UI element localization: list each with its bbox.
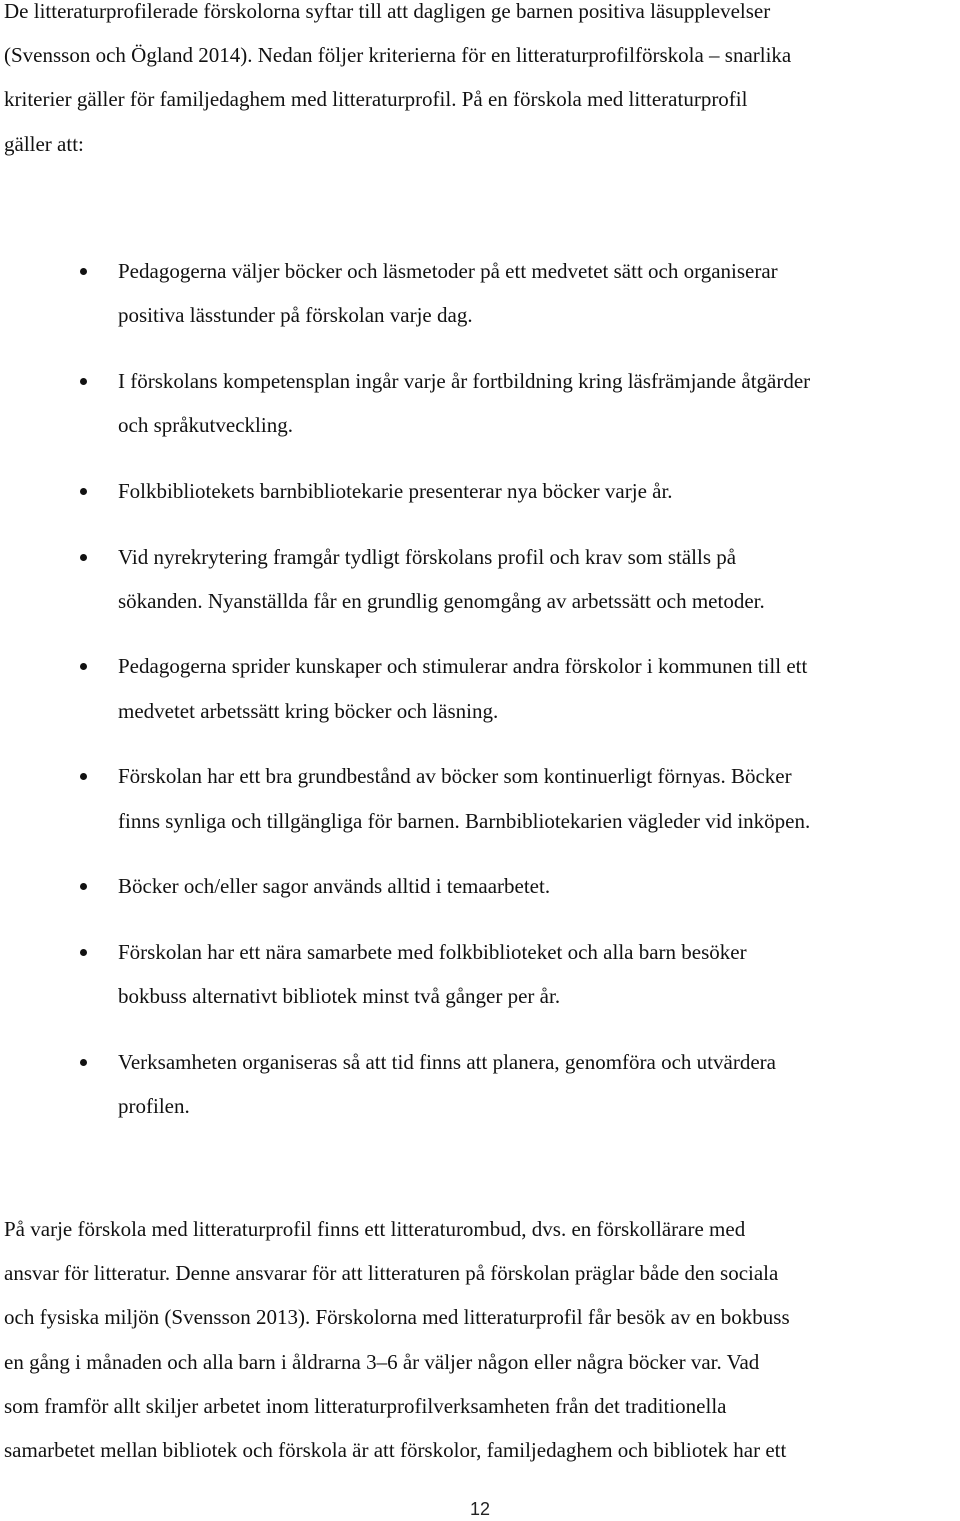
- list-item: [0, 754, 960, 842]
- paragraph-line: (Svensson och Ögland 2014). Nedan följer kriterierna för en litteraturprofilförskola – snarlika: [4, 43, 792, 68]
- paragraph-line: kriterier gäller för familjedaghem med litteraturprofil. På en förskola med litteraturprofil: [4, 87, 748, 112]
- list-item-line: Folkbibliotekets barnbibliotekarie presenterar nya böcker varje år.: [118, 478, 673, 503]
- criteria-list: [0, 249, 960, 1150]
- list-item-line: medvetet arbetssätt kring böcker och läsning.: [118, 698, 499, 723]
- list-item: [0, 469, 960, 513]
- list-item-line: bokbuss alternativt bibliotek minst två gånger per år.: [118, 984, 561, 1009]
- paragraph-line: ansvar för litteratur. Denne ansvarar för att litteraturen på förskolan präglar både den sociala: [4, 1261, 779, 1286]
- list-item: [0, 644, 960, 732]
- list-item: [0, 359, 960, 447]
- list-item-line: Pedagogerna väljer böcker och läsmetoder på ett medvetet sätt och organiserar: [118, 259, 778, 283]
- list-item-line: finns synliga och tillgängliga för barnen. Barnbibliotekarien vägleder vid inköpen.: [118, 808, 811, 833]
- paragraph-line: På varje förskola med litteraturprofil finns ett litteraturombud, dvs. en förskollärare med: [4, 1217, 746, 1241]
- intro-paragraph: [4, 0, 956, 166]
- list-item-line: sökanden. Nyanställda får en grundlig genomgång av arbetssätt och metoder.: [118, 588, 765, 613]
- bullet-icon: [80, 268, 87, 275]
- paragraph-line: gäller att:: [4, 131, 84, 156]
- list-item: [0, 535, 960, 623]
- paragraph-line: en gång i månaden och alla barn i åldrarna 3–6 år väljer någon eller några böcker var. Vad: [4, 1349, 760, 1374]
- bullet-icon: [80, 554, 87, 561]
- paragraph-line: samarbetet mellan bibliotek och förskola är att förskolor, familjedaghem och bibliotek har ett: [4, 1438, 787, 1463]
- list-item-line: Förskolan har ett nära samarbete med folkbiblioteket och alla barn besöker: [118, 939, 747, 964]
- list-item-line: positiva lässtunder på förskolan varje dag.: [118, 303, 473, 328]
- bullet-icon: [80, 378, 87, 385]
- list-item: [0, 864, 960, 908]
- bullet-icon: [80, 663, 87, 670]
- list-item-line: Vid nyrekrytering framgår tydligt förskolans profil och krav som ställs på: [118, 544, 737, 569]
- bullet-icon: [80, 773, 87, 780]
- paragraph-line: De litteraturprofilerade förskolorna syftar till att dagligen ge barnen positiva läsupplevelser: [4, 0, 771, 23]
- list-item: [0, 1040, 960, 1128]
- list-item-line: och språkutveckling.: [118, 413, 293, 438]
- page-number: 12: [469, 1499, 491, 1519]
- list-item-line: Pedagogerna sprider kunskaper och stimulerar andra förskolor i kommunen till ett: [118, 654, 808, 679]
- list-item-line: Böcker och/eller sagor används alltid i temaarbetet.: [118, 874, 551, 899]
- bullet-icon: [80, 883, 87, 890]
- paragraph-line: och fysiska miljön (Svensson 2013). Förskolorna med litteraturprofil får besök av en bokbuss: [4, 1305, 790, 1330]
- list-item: [0, 930, 960, 1018]
- list-item: [0, 249, 960, 337]
- list-item-line: Förskolan har ett bra grundbestånd av böcker som kontinuerligt förnyas. Böcker: [118, 764, 792, 789]
- list-item-line: Verksamheten organiseras så att tid finns att planera, genomföra och utvärdera: [118, 1049, 776, 1074]
- closing-paragraph: [4, 1207, 956, 1472]
- paragraph-line: som framför allt skiljer arbetet inom litteraturprofilverksamheten från det traditionella: [4, 1393, 727, 1418]
- list-item-line: profilen.: [118, 1094, 190, 1119]
- bullet-icon: [80, 488, 87, 495]
- bullet-icon: [80, 949, 87, 956]
- list-item-line: I förskolans kompetensplan ingår varje år fortbildning kring läsfrämjande åtgärder: [118, 368, 811, 393]
- bullet-icon: [80, 1059, 87, 1066]
